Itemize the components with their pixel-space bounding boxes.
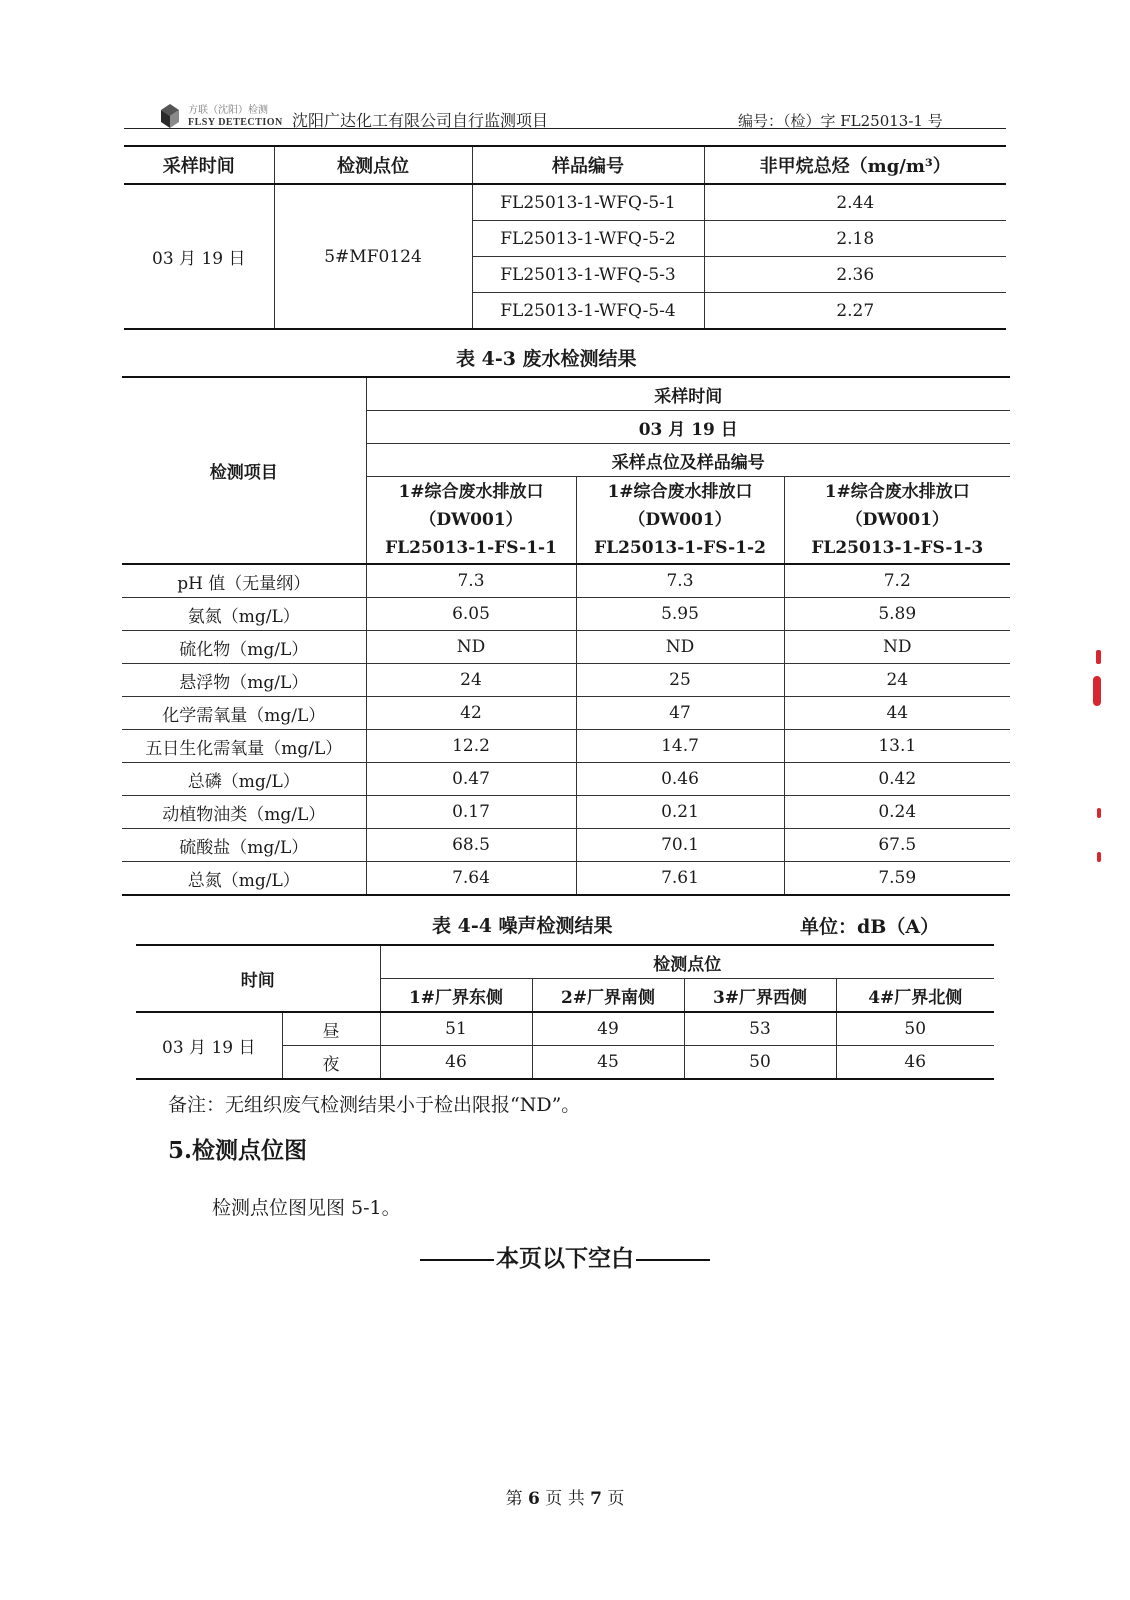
col-header-sampling-time: 采样时间	[124, 146, 274, 184]
sample-id: FL25013-1-FS-1-1	[385, 538, 557, 558]
total-pages: 7	[590, 1489, 602, 1509]
result-value: ND	[576, 631, 784, 664]
nmhc-value: 2.36	[704, 257, 1006, 293]
item-header: 检测项目	[209, 463, 278, 483]
noise-value: 45	[532, 1046, 684, 1080]
seal-stamp-fragment	[1093, 676, 1101, 706]
point-west: 3#厂界西侧	[684, 979, 836, 1013]
nmhc-value: 2.18	[704, 221, 1006, 257]
point-sample-header: 采样点位及样品编号	[366, 444, 1010, 477]
seal-stamp-fragment	[1097, 852, 1101, 862]
table-row	[122, 598, 1010, 631]
result-value: 24	[366, 664, 576, 697]
result-value: 47	[576, 697, 784, 730]
sample-column-header	[366, 477, 576, 565]
sample-id: FL25013-1-WFQ-5-2	[472, 221, 704, 257]
point-east: 1#厂界东侧	[380, 979, 532, 1013]
sampling-date: 03 月 19 日	[366, 411, 1010, 444]
noise-value: 53	[684, 1012, 836, 1046]
logo-mark-icon	[157, 100, 183, 130]
sampling-point: 5#MF0124	[274, 184, 472, 329]
seal-stamp-fragment	[1096, 650, 1101, 664]
nmhc-value: 2.27	[704, 293, 1006, 330]
footer-middle: 页 共	[545, 1489, 585, 1509]
table-header-row	[124, 146, 1006, 184]
result-value: 0.42	[784, 763, 1010, 796]
section-title: 5.检测点位图	[168, 1137, 308, 1164]
result-value: 7.3	[576, 564, 784, 598]
point-north: 4#厂界北侧	[836, 979, 994, 1013]
table-row	[122, 664, 1010, 697]
table-row	[122, 697, 1010, 730]
item-name: 氨氮（mg/L）	[122, 598, 366, 631]
item-name: 化学需氧量（mg/L）	[122, 697, 366, 730]
sampling-time-header: 采样时间	[366, 377, 1010, 411]
table-row	[122, 796, 1010, 829]
noise-value: 50	[684, 1046, 836, 1080]
result-value: 25	[576, 664, 784, 697]
outlet-code: （DW001）	[419, 510, 523, 530]
result-value: 7.3	[366, 564, 576, 598]
logo-en-text: FLSY DETECTION	[188, 117, 283, 128]
noise-value: 49	[532, 1012, 684, 1046]
noise-results-table	[136, 944, 994, 1080]
item-name: 五日生化需氧量（mg/L）	[122, 730, 366, 763]
table-row	[122, 564, 1010, 598]
report-code: 编号：（检）字 FL25013-1 号	[738, 112, 943, 130]
noise-date: 03 月 19 日	[136, 1012, 282, 1079]
result-value: 6.05	[366, 598, 576, 631]
dash-left	[420, 1259, 494, 1261]
nmhc-results-table	[124, 145, 1006, 330]
period-day: 昼	[282, 1012, 380, 1046]
table-row	[122, 862, 1010, 896]
point-south: 2#厂界南侧	[532, 979, 684, 1013]
table-note: 备注：无组织废气检测结果小于检出限报“ND”。	[168, 1094, 581, 1116]
item-name: 总磷（mg/L）	[122, 763, 366, 796]
result-value: 7.64	[366, 862, 576, 896]
result-value: 24	[784, 664, 1010, 697]
result-value: 12.2	[366, 730, 576, 763]
outlet-name: 1#综合废水排放口	[607, 482, 753, 502]
result-value: ND	[366, 631, 576, 664]
page-footer	[0, 1484, 1130, 1509]
point-header: 检测点位	[380, 945, 994, 979]
outlet-code: （DW001）	[845, 510, 949, 530]
item-name: 硫化物（mg/L）	[122, 631, 366, 664]
result-value: 7.59	[784, 862, 1010, 896]
col-header-nmhc: 非甲烷总烃（mg/m³）	[704, 146, 1006, 184]
result-value: 5.95	[576, 598, 784, 631]
result-value: 0.46	[576, 763, 784, 796]
table-row	[124, 184, 1006, 221]
dash-right	[636, 1259, 710, 1261]
table-row	[122, 763, 1010, 796]
wastewater-results-table	[122, 376, 1010, 896]
sample-column-header	[784, 477, 1010, 565]
table-header-row	[136, 945, 994, 979]
sample-id: FL25013-1-WFQ-5-4	[472, 293, 704, 330]
table-header-row	[122, 377, 1010, 411]
table-row	[122, 730, 1010, 763]
item-name: pH 值（无量纲）	[122, 564, 366, 598]
col-header-point: 检测点位	[274, 146, 472, 184]
noise-table-caption: 表 4-4 噪声检测结果	[432, 915, 613, 937]
table-row	[136, 1012, 994, 1046]
outlet-name: 1#综合废水排放口	[398, 482, 544, 502]
sample-id: FL25013-1-WFQ-5-1	[472, 184, 704, 221]
noise-value: 51	[380, 1012, 532, 1046]
noise-value: 50	[836, 1012, 994, 1046]
result-value: 70.1	[576, 829, 784, 862]
result-value: 44	[784, 697, 1010, 730]
table-row	[122, 631, 1010, 664]
period-night: 夜	[282, 1046, 380, 1080]
header-rule	[124, 128, 1006, 129]
outlet-code: （DW001）	[628, 510, 732, 530]
sample-id: FL25013-1-WFQ-5-3	[472, 257, 704, 293]
blank-notice	[0, 1240, 1130, 1273]
result-value: 0.21	[576, 796, 784, 829]
blank-notice-text: 本页以下空白	[496, 1245, 634, 1272]
result-value: 13.1	[784, 730, 1010, 763]
noise-value: 46	[380, 1046, 532, 1080]
sample-id: FL25013-1-FS-1-2	[594, 538, 766, 558]
nmhc-value: 2.44	[704, 184, 1006, 221]
result-value: ND	[784, 631, 1010, 664]
result-value: 14.7	[576, 730, 784, 763]
result-value: 0.47	[366, 763, 576, 796]
page-number: 6	[528, 1489, 540, 1509]
result-value: 7.61	[576, 862, 784, 896]
result-value: 67.5	[784, 829, 1010, 862]
wastewater-table-caption: 表 4-3 废水检测结果	[456, 348, 637, 370]
result-value: 5.89	[784, 598, 1010, 631]
noise-table-unit: 单位：dB（A）	[800, 916, 940, 938]
footer-prefix: 第	[505, 1489, 523, 1509]
col-header-sample-id: 样品编号	[472, 146, 704, 184]
result-value: 7.2	[784, 564, 1010, 598]
header-title: 沈阳广达化工有限公司自行监测项目	[292, 111, 549, 130]
sampling-date: 03 月 19 日	[152, 249, 246, 269]
result-value: 0.17	[366, 796, 576, 829]
table-row	[122, 829, 1010, 862]
logo-cn-text: 方联（沈阳）检测	[188, 105, 268, 116]
result-value: 42	[366, 697, 576, 730]
item-name: 悬浮物（mg/L）	[122, 664, 366, 697]
sample-id: FL25013-1-FS-1-3	[811, 538, 984, 558]
footer-suffix: 页	[607, 1489, 625, 1509]
section-text: 检测点位图见图 5-1。	[212, 1197, 401, 1219]
outlet-name: 1#综合废水排放口	[824, 482, 970, 502]
sample-column-header	[576, 477, 784, 565]
item-name: 硫酸盐（mg/L）	[122, 829, 366, 862]
item-name: 动植物油类（mg/L）	[122, 796, 366, 829]
noise-value: 46	[836, 1046, 994, 1080]
result-value: 68.5	[366, 829, 576, 862]
result-value: 0.24	[784, 796, 1010, 829]
item-name: 总氮（mg/L）	[122, 862, 366, 896]
time-header: 时间	[240, 971, 275, 991]
seal-stamp-fragment	[1097, 808, 1101, 818]
